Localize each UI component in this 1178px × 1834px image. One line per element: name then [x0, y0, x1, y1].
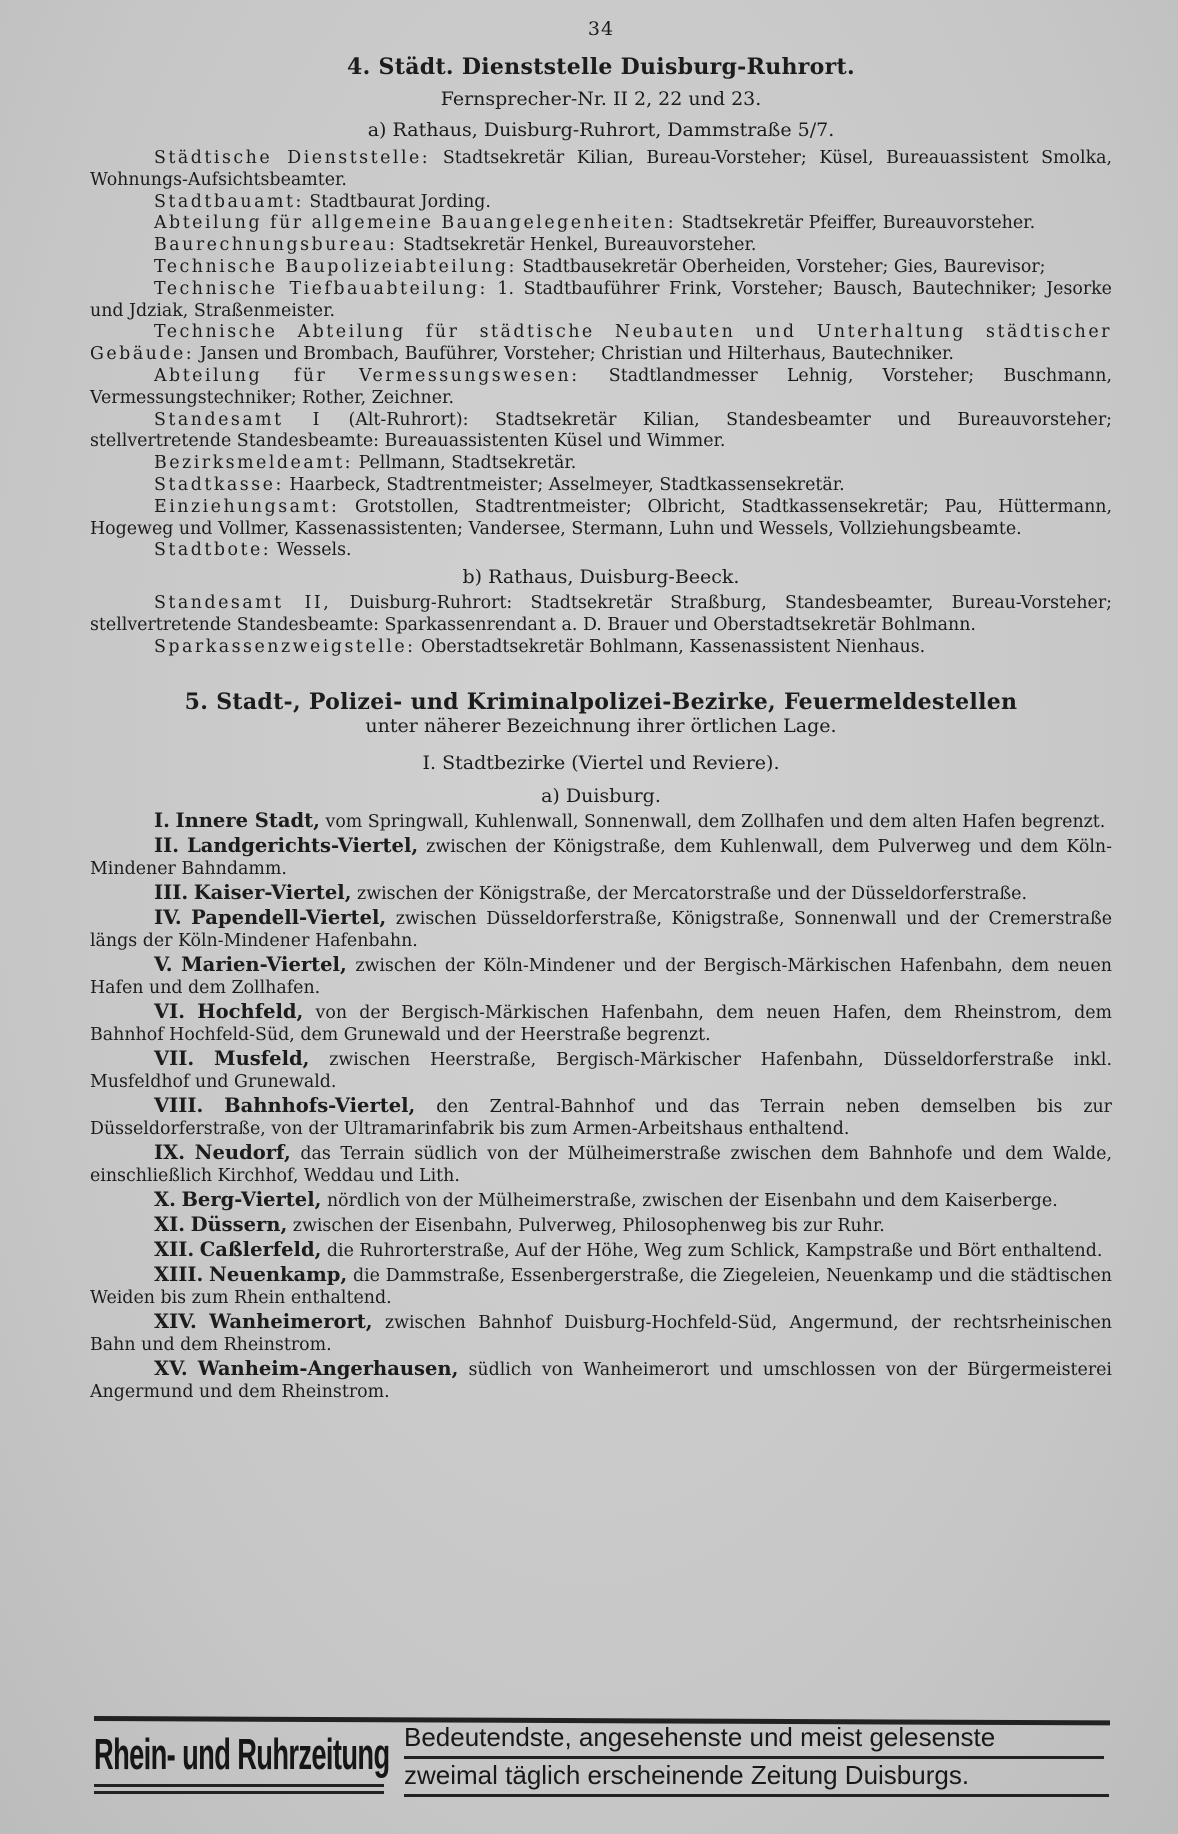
entry-text: 1. Stadtbauführer Frink, Vorsteher; Bausch, Bautechniker; Jesorke und Jdziak, Straßenmeister.	[90, 278, 1112, 321]
ad-newspaper-title: Rhein- und Ruhrzeitung	[94, 1730, 390, 1779]
district-number: XIII.	[154, 1262, 204, 1286]
ad-slogan-line-1: Bedeutendste, angesehenste und meist gelesenste	[404, 1722, 996, 1752]
directory-entry	[90, 497, 1112, 541]
entry-label: Bezirksmeldeamt:	[154, 453, 354, 474]
directory-entry	[90, 637, 1112, 659]
district-description: von der Bergisch-Märkischen Hafenbahn, dem neuen Hafen, dem Rheinstrom, dem Bahnhof Hochfeld-Süd, dem Grunewald und der Heerstraße begrenzt.	[90, 1002, 1112, 1045]
district-name: Wanheim-Angerhausen,	[197, 1356, 459, 1380]
directory-entry	[90, 257, 1112, 279]
district-number: II.	[154, 833, 180, 857]
district-item	[90, 1214, 1112, 1237]
district-number: I.	[154, 808, 170, 832]
entries-b	[90, 593, 1112, 658]
entry-label: Technische Abteilung für städtische Neubauten und Unterhaltung städtischer Gebäude:	[90, 322, 1112, 365]
district-description: südlich von Wanheimerort und umschlossen von der Bürgermeisterei Angermund und dem Rheinstrom.	[90, 1359, 1112, 1402]
district-number: X.	[154, 1187, 176, 1211]
section5-part1: I. Stadtbezirke (Viertel und Reviere).	[422, 751, 780, 774]
entry-label: Technische Baupolizeiabteilung:	[154, 256, 517, 277]
district-item	[90, 907, 1112, 952]
district-name: Wanheimerort,	[209, 1309, 373, 1333]
directory-entry	[90, 540, 1112, 562]
entry-label: Stadtkasse:	[154, 474, 284, 495]
directory-entry	[90, 235, 1112, 257]
section4-phone: Fernsprecher-Nr. II 2, 22 und 23.	[440, 88, 762, 110]
district-item	[90, 1311, 1112, 1356]
district-description: zwischen der Köln-Mindener und der Bergisch-Märkischen Hafenbahn, dem neuen Hafen und dem Zollhafen.	[90, 955, 1113, 998]
entry-label: Abteilung für allgemeine Bauangelegenheiten:	[154, 213, 677, 234]
district-description: das Terrain südlich von der Mülheimerstraße zwischen dem Bahnhofe und dem Walde, einschließlich Kirchhof, Weddau und Lith.	[90, 1143, 1112, 1186]
entry-text: Stadtsekretär Pfeiffer, Bureauvorsteher.	[676, 213, 1036, 234]
district-number: IX.	[154, 1140, 186, 1164]
directory-entry	[90, 475, 1112, 497]
district-name: Caßlerfeld,	[199, 1237, 322, 1261]
entry-label: Technische Tiefbauabteilung:	[154, 278, 488, 299]
district-item	[90, 1358, 1112, 1403]
district-item	[90, 1264, 1112, 1309]
district-number: VII.	[154, 1046, 195, 1070]
district-description: vom Springwall, Kuhlenwall, Sonnenwall, dem Zollhafen und dem alten Hafen begrenzt.	[319, 811, 1106, 832]
entry-label: Standesamt II,	[154, 593, 332, 614]
entry-text: Stadtsekretär Henkel, Bureauvorsteher.	[397, 235, 757, 256]
entry-text: Pellmann, Stadtsekretär.	[353, 453, 577, 474]
district-name: Bahnhofs-Viertel,	[224, 1093, 416, 1117]
district-description: die Ruhrorterstraße, Auf der Höhe, Weg zum Schlick, Kampstraße und Bört enthaltend.	[321, 1240, 1103, 1261]
district-number: VI.	[154, 999, 186, 1023]
ad-slogan-rule-2	[404, 1794, 1109, 1797]
directory-entry	[90, 322, 1112, 366]
entry-text: (Alt-Ruhrort): Stadtsekretär Kilian, Standesbeamter und Bureauvorsteher; stellvertretende Standesbeamte: Bureauassistenten Küsel und Wimmer.	[90, 409, 1112, 452]
district-name: Berg-Viertel,	[181, 1187, 322, 1211]
entry-text: Haarbeck, Stadtrentmeister; Asselmeyer, Stadtkassensekretär.	[283, 474, 845, 495]
district-item	[90, 882, 1112, 905]
section4-sub-a: a) Rathaus, Duisburg-Ruhrort, Dammstraße 5/7.	[367, 119, 835, 141]
district-item	[90, 810, 1112, 833]
district-description: zwischen Bahnhof Duisburg-Hochfeld-Süd, Angermund, der rechtsrheinischen Bahn und dem Rheinstrom.	[90, 1312, 1113, 1355]
district-item	[90, 1048, 1112, 1093]
ad-slogan-line-2: zweimal täglich erscheinende Zeitung Duisburgs.	[404, 1760, 970, 1790]
entry-label: Einziehungsamt:	[154, 496, 340, 517]
entry-text: Jansen und Brombach, Bauführer, Vorsteher; Christian und Hilterhaus, Bautechniker.	[194, 344, 954, 365]
directory-entry	[90, 279, 1112, 323]
district-name: Hochfeld,	[197, 999, 304, 1023]
district-number: III.	[154, 880, 189, 904]
directory-entry	[90, 366, 1112, 410]
directory-entry	[90, 453, 1112, 475]
entry-text: Grotstollen, Stadtrentmeister; Olbricht, Stadtkassensekretär; Pau, Hüttermann, Hogeweg und Vollmer, Kassenassistenten; Vandersee, Stermann, Luhn und Wessels, Vollziehungsbeamte.	[90, 496, 1112, 539]
section4-title: 4. Städt. Dienststelle Duisburg-Ruhrort.	[347, 54, 855, 80]
page	[90, 18, 1112, 1403]
directory-entry	[90, 410, 1112, 454]
district-name: Kaiser-Viertel,	[193, 880, 352, 904]
district-name: Marien-Viertel,	[181, 952, 347, 976]
district-number: XI.	[154, 1212, 186, 1236]
entry-label: Sparkassenzweigstelle:	[154, 636, 416, 657]
directory-entry	[90, 593, 1112, 637]
section5-subtitle: unter näherer Bezeichnung ihrer örtlichen Lage.	[365, 714, 837, 737]
entry-text: Wessels.	[271, 540, 352, 561]
district-description: nördlich von der Mülheimerstraße, zwischen der Eisenbahn und dem Kaiserberge.	[321, 1190, 1058, 1211]
district-description: zwischen Düsseldorferstraße, Königstraße, Sonnenwall und der Cremerstraße längs der Köln-Mindener Hafenbahn.	[90, 908, 1112, 951]
district-item	[90, 1142, 1112, 1187]
ad-title-rule-1	[94, 1784, 384, 1787]
district-item	[90, 835, 1112, 880]
entries-a	[90, 148, 1112, 562]
section5-title: 5. Stadt-, Polizei- und Kriminalpolizei-Bezirke, Feuermeldestellen	[184, 688, 1018, 715]
district-number: VIII.	[154, 1093, 204, 1117]
district-name: Düssern,	[190, 1212, 288, 1236]
entry-text: Stadtlandmesser Lehnig, Vorsteher; Buschmann, Vermessungstechniker; Rother, Zeichner.	[90, 365, 1112, 408]
district-number: XV.	[154, 1356, 188, 1380]
entry-text: Stadtbausekretär Oberheiden, Vorsteher; Gies, Baurevisor;	[516, 256, 1046, 277]
district-number: XIV.	[154, 1309, 197, 1333]
district-name: Neudorf,	[194, 1140, 291, 1164]
district-number: IV.	[154, 905, 182, 929]
entry-text: Stadtsekretär Kilian, Bureau-Vorsteher; Küsel, Bureauassistent Smolka, Wohnungs-Aufsichtsbeamter.	[90, 148, 1113, 190]
district-item	[90, 1001, 1112, 1046]
district-name: Papendell-Viertel,	[191, 905, 387, 929]
directory-entry	[90, 148, 1112, 192]
directory-entry	[90, 213, 1112, 235]
district-name: Landgerichts-Viertel,	[187, 833, 419, 857]
entry-text: Duisburg-Ruhrort: Stadtsekretär Straßburg, Standesbeamter, Bureau-Vorsteher; stellvertretende Standesbeamte: Sparkassenrendant a. D. Brauer und Oberstadtsekretär Bohlmann.	[90, 593, 1113, 635]
advertisement	[94, 1716, 1110, 1796]
entry-label: Standesamt I	[154, 409, 323, 430]
entry-text: Stadtbaurat Jording.	[303, 191, 491, 212]
page-number: 34	[587, 18, 615, 40]
district-item	[90, 954, 1112, 999]
directory-entry	[90, 192, 1112, 214]
section5-city: a) Duisburg.	[541, 784, 661, 807]
district-list	[90, 810, 1112, 1403]
district-name: Musfeld,	[214, 1046, 310, 1070]
entry-label: Städtische Dienststelle:	[154, 148, 431, 168]
entry-text: Oberstadtsekretär Bohlmann, Kassenassistent Nienhaus.	[415, 636, 926, 657]
entry-label: Stadtbauamt:	[154, 191, 304, 212]
district-item	[90, 1095, 1112, 1140]
entry-label: Stadtbote:	[154, 540, 272, 561]
district-description: zwischen der Königstraße, der Mercatorstraße und der Düsseldorferstraße.	[351, 883, 1027, 904]
entry-label: Abteilung für Vermessungswesen:	[154, 365, 580, 386]
district-description: die Dammstraße, Essenbergerstraße, die Ziegeleien, Neuenkamp und die städtischen Weiden bis zum Rhein enthaltend.	[90, 1265, 1112, 1308]
district-number: V.	[154, 952, 173, 976]
district-description: zwischen Heerstraße, Bergisch-Märkischer Hafenbahn, Düsseldorferstraße inkl. Musfeldhof und Grunewald.	[90, 1049, 1113, 1092]
district-number: XII.	[154, 1237, 195, 1261]
district-description: zwischen der Eisenbahn, Pulverweg, Philosophenweg bis zur Ruhr.	[287, 1215, 885, 1236]
district-description: zwischen der Königstraße, dem Kuhlenwall, dem Pulverweg und dem Köln-Mindener Bahndamm.	[90, 836, 1112, 879]
ad-title-rule-2	[94, 1791, 384, 1794]
district-description: den Zentral-Bahnhof und das Terrain neben demselben bis zur Düsseldorferstraße, von der Ultramarinfabrik bis zum Armen-Arbeitshaus enthaltend.	[90, 1096, 1112, 1139]
district-item	[90, 1239, 1112, 1262]
ad-slogan-rule-1	[404, 1756, 1104, 1759]
entry-label: Baurechnungsbureau:	[154, 235, 398, 256]
district-name: Innere Stadt,	[175, 808, 320, 832]
district-item	[90, 1189, 1112, 1212]
section4-sub-b: b) Rathaus, Duisburg-Beeck.	[462, 566, 740, 589]
district-name: Neuenkamp,	[209, 1262, 348, 1286]
